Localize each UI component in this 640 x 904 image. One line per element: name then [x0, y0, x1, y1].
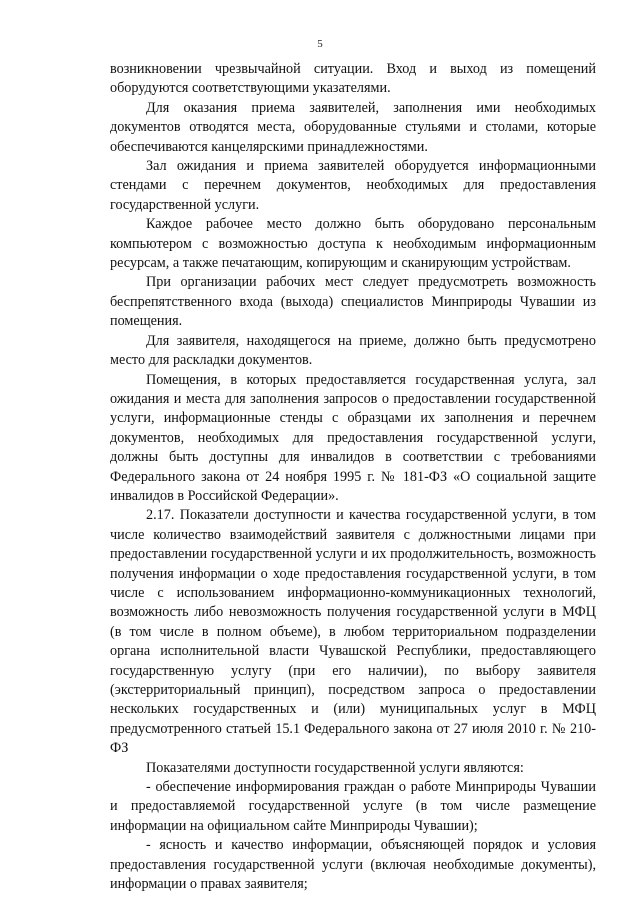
document-body — [110, 60, 596, 894]
list-item: - обеспечение информирования граждан о работе Минприроды Чувашии и предоставляемой государственной услуге (в том числе размещение информации на официальном сайте Минприроды Чувашии); — [110, 779, 596, 834]
paragraph: Для заявителя, находящегося на приеме, должно быть предусмотрено место для раскладки документов. — [110, 332, 596, 369]
paragraph: 2.17. Показатели доступности и качества государственной услуги, в том числе количество взаимодействий заявителя с должностными лицами при предоставлении государственной услуги и их продолжительность, возможность получения информации о ходе предоставления государственной услуги, в том числе с использованием информационно-коммуникационных технологий, возможность либо невозможность получения государственной услуги в МФЦ (в том числе в полном объеме), в любом территориальном подразделении органа исполнительной власти Чувашской Республики, предоставляющего государственную услугу (при его наличии), по выбору заявителя (экстерриториальный принцип), посредством запроса о предоставлении нескольких государственных и (или) муниципальных услуг в МФЦ предусмотренного статьей 15.1 Федерального закона от 27 июля 2010 г. № 210-ФЗ — [110, 507, 596, 757]
paragraph: Каждое рабочее место должно быть оборудовано персональным компьютером с возможностью доступа к необходимым информационным ресурсам, а также печатающим, копирующим и сканирующим устройствам. — [110, 216, 596, 272]
paragraph: Показателями доступности государственной услуги являются: — [146, 759, 524, 776]
paragraph: Помещения, в которых предоставляется государственная услуга, зал ожидания и места для заполнения запросов о предоставлении государственной услуги, информационные стенды с образцами их заполнения и перечнем документов, необходимых для предоставления государственной услуги, должны быть доступны для инвалидов в соответствии с требованиями Федерального закона от 24 ноября 1995 г. № 181-ФЗ «О социальной защите инвалидов в Российской Федерации». — [110, 371, 596, 504]
paragraph: При организации рабочих мест следует предусмотреть возможность беспрепятственного входа (выхода) специалистов Минприроды Чувашии из помещения. — [110, 274, 596, 330]
paragraph: возникновении чрезвычайной ситуации. Вход и выход из помещений оборудуются соответствующими указателями. — [110, 61, 596, 97]
paragraph: Для оказания приема заявителей, заполнения ими необходимых документов отводятся места, оборудованные стульями и столами, которые обеспечиваются канцелярскими принадлежностями. — [110, 99, 596, 155]
list-item: - ясность и качество информации, объясняющей порядок и условия предоставления государственной услуги (включая необходимые документы), информации о правах заявителя; — [110, 837, 596, 893]
page-number: 5 — [317, 38, 323, 50]
paragraph: Зал ожидания и приема заявителей оборудуется информационными стендами с перечнем документов, необходимых для предоставления государственной услуги. — [110, 158, 596, 213]
